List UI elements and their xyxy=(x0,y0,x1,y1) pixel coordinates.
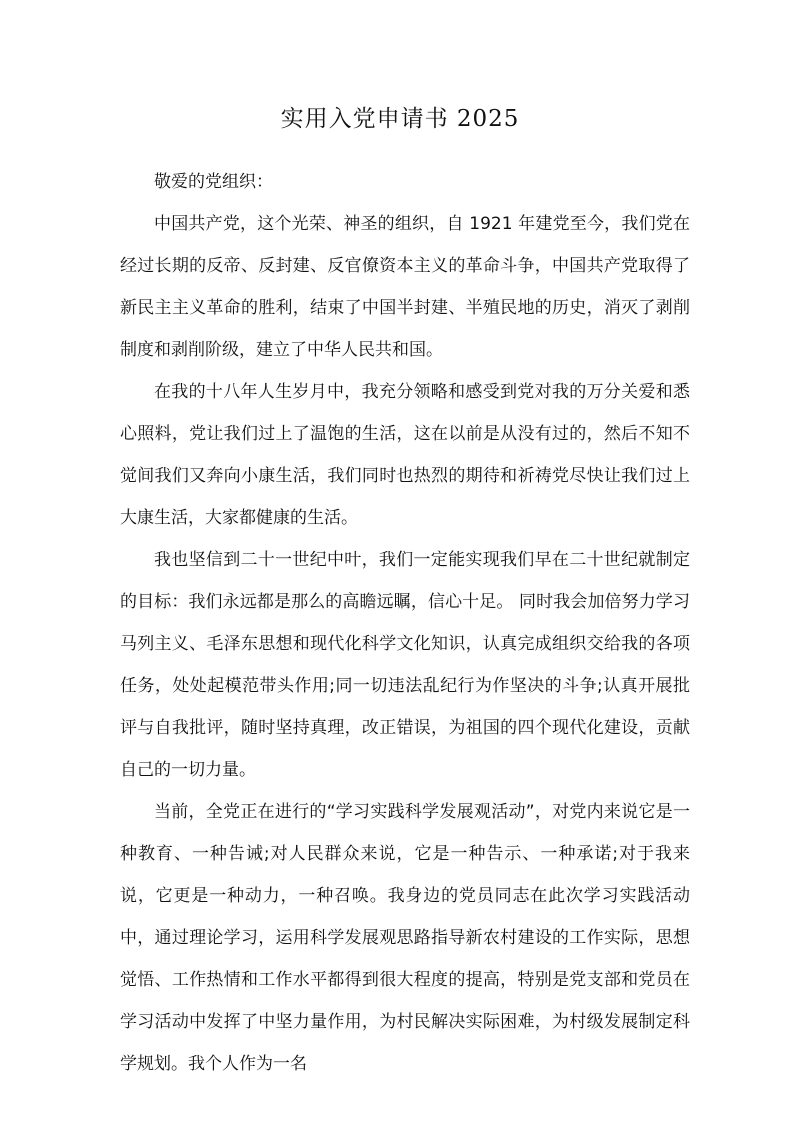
paragraph-1: 中国共产党，这个光荣、神圣的组织，自 1921 年建党至今，我们党在经过长期的反帝、反封建、反官僚资本主义的革命斗争，中国共产党取得了新民主主义革命的胜利，结束了中国半封建、半殖民地的历史，消灭了剥削制度和剥削阶级，建立了中华人民共和国。 xyxy=(120,214,690,360)
paragraph-3: 我也坚信到二十一世纪中叶，我们一定能实现我们早在二十世纪就制定的目标：我们永远都是那么的高瞻远瞩，信心十足。 同时我会加倍努力学习马列主义、毛泽东思想和现代化科学文化知识，认真完成组织交给我的各项任务，处处起模范带头作用;同一切违法乱纪行为作坚决的斗争;认真开展批评与自我批评，随时坚持真理，改正错误，为祖国的四个现代化建设，贡献自己的一切力量。 xyxy=(120,550,690,780)
paragraph-4: 当前，全党正在进行的“学习实践科学发展观活动”，对党内来说它是一种教育、一种告诫;对人民群众来说，它是一种告示、一种承诺;对于我来说，它更是一种动力，一种召唤。我身边的党员同志在此次学习实践活动中，通过理论学习，运用科学发展观思路指导新农村建设的工作实际，思想觉悟、工作热情和工作水平都得到很大程度的提高，特别是党支部和党员在学习活动中发挥了中坚力量作用，为村民解决实际困难，为村级发展制定科学规划。我个人作为一名 xyxy=(120,802,690,1074)
document-body xyxy=(120,161,690,1085)
document-title: 实用入党申请书 2025 xyxy=(280,106,520,132)
paragraph-2: 在我的十八年人生岁月中，我充分领略和感受到党对我的万分关爱和悉心照料，党让我们过上了温饱的生活，这在以前是从没有过的，然后不知不觉间我们又奔向小康生活，我们同时也热烈的期待和祈祷党尽快让我们过上大康生活，大家都健康的生活。 xyxy=(120,382,690,528)
salutation: 敬爱的党组织： xyxy=(154,172,273,192)
